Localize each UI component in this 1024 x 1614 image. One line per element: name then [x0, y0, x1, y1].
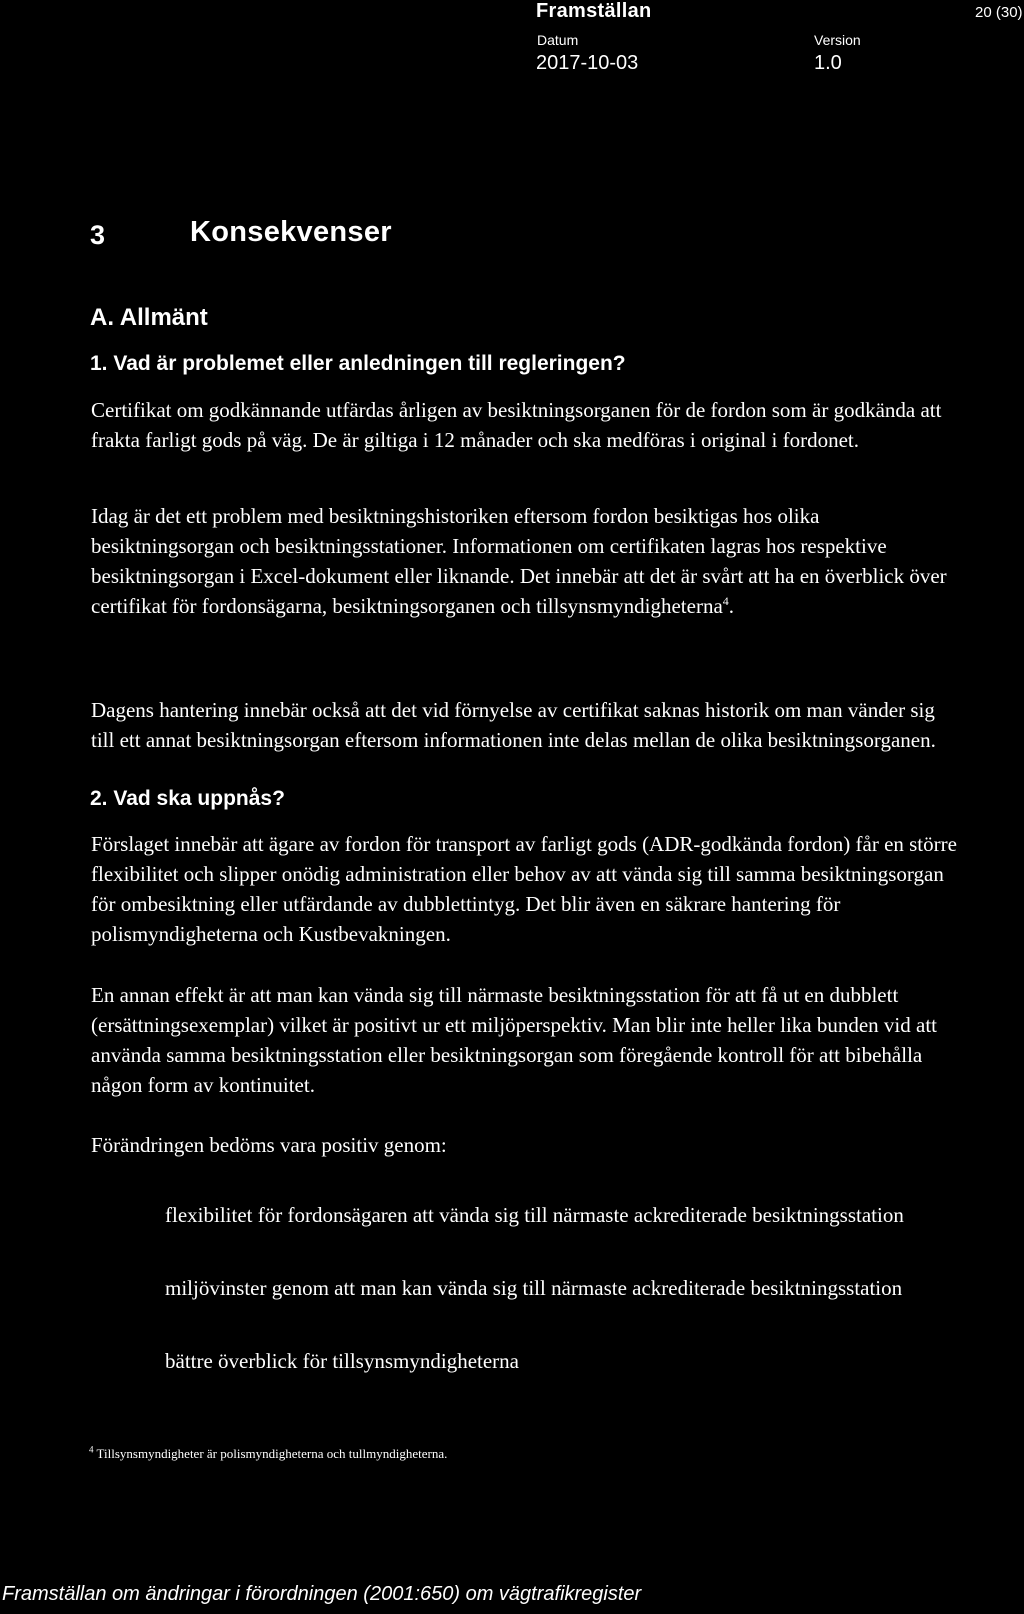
- footnote: [89, 1446, 447, 1462]
- date-label: Datum: [537, 32, 579, 48]
- list-item: flexibilitet för fordonsägaren att vända sig till närmaste ackrediterade besiktningsstation: [165, 1203, 904, 1227]
- document-type-title: Framställan: [536, 0, 652, 22]
- question-2-heading: 2. Vad ska uppnås?: [90, 787, 285, 810]
- paragraph-besiktningshistorik-text: Idag är det ett problem med besiktningshistoriken eftersom fordon besiktigas hos olika besiktningsorgan och besiktningsstationer. Informationen om certifikaten lagras hos respektive besiktningsorgan i Excel-dokument eller liknande. Det innebär att det är svårt att ha en överblick över certifikat för fordonsägarna, besiktningsorganen och tillsynsmyndigheterna: [91, 504, 947, 618]
- date-value: 2017-10-03: [536, 52, 639, 74]
- chapter-title: Konsekvenser: [190, 216, 392, 248]
- list-item: bättre överblick för tillsynsmyndigheterna: [165, 1349, 519, 1373]
- list-item: miljövinster genom att man kan vända sig till närmaste ackrediterade besiktningsstation: [165, 1276, 903, 1300]
- paragraph-besiktningshistorik: [91, 501, 961, 621]
- question-1-heading: 1. Vad är problemet eller anledningen till regleringen?: [90, 352, 626, 375]
- paragraph-certifikat: Certifikat om godkännande utfärdas årligen av besiktningsorganen för de fordon som är godkända att frakta farligt gods på väg. De är giltiga i 12 månader och ska medföras i original i fordonet.: [91, 398, 942, 452]
- paragraph-forslaget: Förslaget innebär att ägare av fordon för transport av farligt gods (ADR-godkända fordon) får en större flexibilitet och slipper onödig administration eller behov av att vända sig till samma besiktningsorgan för ombesiktning eller utfärdande av dubblettintyg. Det blir även en säkrare hantering för polismyndigheterna och Kustbevakningen.: [91, 832, 957, 946]
- paragraph-end-period: .: [728, 594, 735, 618]
- section-heading-allmant: A. Allmänt: [90, 304, 208, 331]
- paragraph-dagens-hantering: Dagens hantering innebär också att det vid förnyelse av certifikat saknas historik om man vänder sig till ett annat besiktningsorgan eftersom informationen inte delas mellan de olika besiktningsorganen.: [91, 698, 936, 752]
- paragraph-annan-effekt: En annan effekt är att man kan vända sig till närmaste besiktningsstation för att få ut en dubblett (ersättningsexemplar) vilket är positivt ur ett miljöperspektiv. Man blir inte heller lika bunden vid att använda samma besiktningsstation eller besiktningsorgan som föregående kontroll för att bibehålla någon form av kontinuitet.: [91, 983, 938, 1097]
- page-number: 20 (30): [975, 4, 1023, 21]
- footnote-text: Tillsynsmyndigheter är polismyndigheterna och tullmyndigheterna.: [93, 1446, 448, 1461]
- chapter-number: 3: [90, 220, 106, 250]
- footnote-number: 4: [89, 1444, 94, 1455]
- paragraph-forandringen: Förändringen bedöms vara positiv genom:: [91, 1133, 447, 1157]
- version-value: 1.0: [814, 52, 842, 74]
- footnote-reference: 4: [722, 594, 729, 608]
- document-footer: Framställan om ändringar i förordningen (2001:650) om vägtrafikregister: [2, 1583, 642, 1605]
- version-label: Version: [814, 32, 861, 48]
